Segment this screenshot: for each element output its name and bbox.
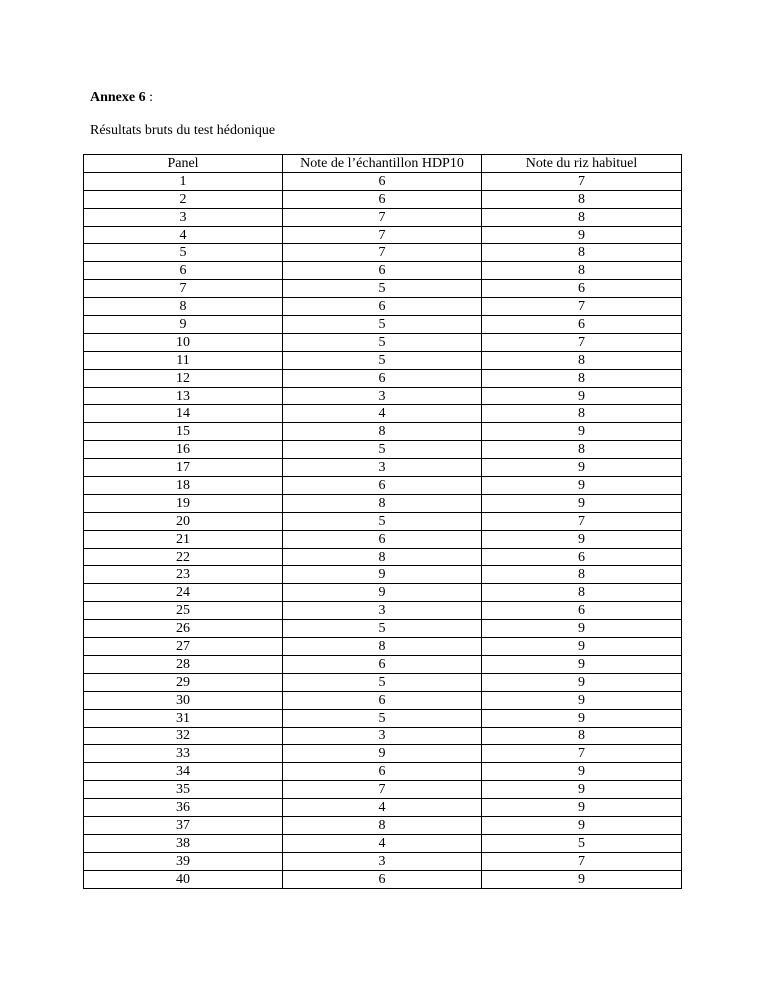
sample-score-cell: 3 bbox=[283, 852, 482, 870]
table-row bbox=[84, 584, 682, 602]
usual-rice-score-cell: 9 bbox=[482, 673, 682, 691]
sample-score-cell: 5 bbox=[283, 441, 482, 459]
panel-number-cell: 9 bbox=[84, 316, 283, 334]
usual-rice-score-cell: 9 bbox=[482, 691, 682, 709]
sample-score-cell: 8 bbox=[283, 548, 482, 566]
sample-score-cell: 5 bbox=[283, 512, 482, 530]
table-row bbox=[84, 262, 682, 280]
table-row bbox=[84, 405, 682, 423]
usual-rice-score-cell: 8 bbox=[482, 405, 682, 423]
table-row bbox=[84, 602, 682, 620]
sample-score-cell: 3 bbox=[283, 602, 482, 620]
table-row bbox=[84, 566, 682, 584]
usual-rice-score-cell: 8 bbox=[482, 351, 682, 369]
panel-number-cell: 20 bbox=[84, 512, 283, 530]
usual-rice-score-cell: 9 bbox=[482, 638, 682, 656]
table-row bbox=[84, 208, 682, 226]
usual-rice-score-cell: 5 bbox=[482, 834, 682, 852]
sample-score-cell: 8 bbox=[283, 494, 482, 512]
table-caption: Résultats bruts du test hédonique bbox=[90, 123, 276, 138]
table-row bbox=[84, 459, 682, 477]
usual-rice-score-cell: 9 bbox=[482, 816, 682, 834]
usual-rice-score-cell: 9 bbox=[482, 781, 682, 799]
sample-score-cell: 9 bbox=[283, 566, 482, 584]
panel-number-cell: 28 bbox=[84, 655, 283, 673]
usual-rice-score-cell: 9 bbox=[482, 530, 682, 548]
panel-number-cell: 29 bbox=[84, 673, 283, 691]
table-row bbox=[84, 190, 682, 208]
table-row bbox=[84, 369, 682, 387]
panel-number-cell: 40 bbox=[84, 870, 283, 888]
annex-label: Annexe 6 bbox=[90, 90, 146, 105]
sample-score-cell: 5 bbox=[283, 709, 482, 727]
panel-number-cell: 15 bbox=[84, 423, 283, 441]
panel-number-cell: 24 bbox=[84, 584, 283, 602]
usual-rice-score-cell: 9 bbox=[482, 477, 682, 495]
sample-score-cell: 7 bbox=[283, 226, 482, 244]
sample-score-cell: 9 bbox=[283, 584, 482, 602]
table-row bbox=[84, 834, 682, 852]
table-row bbox=[84, 172, 682, 190]
annex-heading bbox=[90, 90, 153, 106]
panel-number-cell: 5 bbox=[84, 244, 283, 262]
usual-rice-score-cell: 8 bbox=[482, 190, 682, 208]
sample-score-cell: 3 bbox=[283, 387, 482, 405]
table-row bbox=[84, 673, 682, 691]
usual-rice-score-cell: 7 bbox=[482, 512, 682, 530]
panel-number-cell: 6 bbox=[84, 262, 283, 280]
table-row bbox=[84, 548, 682, 566]
table-row bbox=[84, 655, 682, 673]
panel-number-cell: 21 bbox=[84, 530, 283, 548]
usual-rice-score-cell: 8 bbox=[482, 566, 682, 584]
panel-number-cell: 22 bbox=[84, 548, 283, 566]
panel-number-cell: 26 bbox=[84, 620, 283, 638]
sample-score-cell: 4 bbox=[283, 799, 482, 817]
sample-score-cell: 6 bbox=[283, 298, 482, 316]
table-row bbox=[84, 691, 682, 709]
table-row bbox=[84, 799, 682, 817]
usual-rice-score-cell: 8 bbox=[482, 369, 682, 387]
usual-rice-score-cell: 9 bbox=[482, 799, 682, 817]
usual-rice-score-cell: 9 bbox=[482, 494, 682, 512]
table-row bbox=[84, 441, 682, 459]
sample-score-cell: 6 bbox=[283, 691, 482, 709]
sample-score-cell: 6 bbox=[283, 530, 482, 548]
panel-number-cell: 32 bbox=[84, 727, 283, 745]
sample-score-cell: 6 bbox=[283, 190, 482, 208]
sample-score-cell: 5 bbox=[283, 333, 482, 351]
panel-number-cell: 2 bbox=[84, 190, 283, 208]
table-row bbox=[84, 280, 682, 298]
panel-number-cell: 3 bbox=[84, 208, 283, 226]
annex-label-suffix: : bbox=[145, 90, 154, 105]
sample-score-cell: 6 bbox=[283, 870, 482, 888]
usual-rice-score-cell: 9 bbox=[482, 655, 682, 673]
panel-number-cell: 31 bbox=[84, 709, 283, 727]
usual-rice-score-cell: 7 bbox=[482, 852, 682, 870]
usual-rice-score-cell: 8 bbox=[482, 727, 682, 745]
panel-number-cell: 39 bbox=[84, 852, 283, 870]
usual-rice-score-cell: 8 bbox=[482, 441, 682, 459]
panel-number-cell: 19 bbox=[84, 494, 283, 512]
sample-score-cell: 4 bbox=[283, 834, 482, 852]
table-row bbox=[84, 512, 682, 530]
panel-number-cell: 1 bbox=[84, 172, 283, 190]
table-row bbox=[84, 351, 682, 369]
usual-rice-score-cell: 9 bbox=[482, 870, 682, 888]
sample-score-cell: 5 bbox=[283, 351, 482, 369]
table-row bbox=[84, 298, 682, 316]
usual-rice-score-cell: 7 bbox=[482, 172, 682, 190]
panel-number-cell: 14 bbox=[84, 405, 283, 423]
panel-number-cell: 38 bbox=[84, 834, 283, 852]
table-row bbox=[84, 530, 682, 548]
usual-rice-score-cell: 7 bbox=[482, 333, 682, 351]
table-row bbox=[84, 727, 682, 745]
table-row bbox=[84, 316, 682, 334]
table-row bbox=[84, 781, 682, 799]
panel-number-cell: 23 bbox=[84, 566, 283, 584]
usual-rice-score-cell: 6 bbox=[482, 602, 682, 620]
table-row bbox=[84, 852, 682, 870]
table-row bbox=[84, 763, 682, 781]
table-row bbox=[84, 494, 682, 512]
results-table-body bbox=[84, 172, 682, 888]
table-row bbox=[84, 870, 682, 888]
column-header-sample-score: Note de l’échantillon HDP10 bbox=[283, 155, 482, 173]
panel-number-cell: 33 bbox=[84, 745, 283, 763]
sample-score-cell: 6 bbox=[283, 172, 482, 190]
table-row bbox=[84, 387, 682, 405]
usual-rice-score-cell: 8 bbox=[482, 584, 682, 602]
usual-rice-score-cell: 8 bbox=[482, 244, 682, 262]
sample-score-cell: 6 bbox=[283, 763, 482, 781]
table-row bbox=[84, 226, 682, 244]
usual-rice-score-cell: 8 bbox=[482, 262, 682, 280]
panel-number-cell: 17 bbox=[84, 459, 283, 477]
sample-score-cell: 8 bbox=[283, 638, 482, 656]
panel-number-cell: 7 bbox=[84, 280, 283, 298]
table-row bbox=[84, 816, 682, 834]
column-header-usual-rice-score: Note du riz habituel bbox=[482, 155, 682, 173]
table-row bbox=[84, 477, 682, 495]
sample-score-cell: 7 bbox=[283, 244, 482, 262]
panel-number-cell: 30 bbox=[84, 691, 283, 709]
panel-number-cell: 37 bbox=[84, 816, 283, 834]
sample-score-cell: 5 bbox=[283, 673, 482, 691]
panel-number-cell: 36 bbox=[84, 799, 283, 817]
panel-number-cell: 12 bbox=[84, 369, 283, 387]
usual-rice-score-cell: 6 bbox=[482, 316, 682, 334]
sample-score-cell: 3 bbox=[283, 459, 482, 477]
sample-score-cell: 6 bbox=[283, 477, 482, 495]
usual-rice-score-cell: 9 bbox=[482, 709, 682, 727]
panel-number-cell: 35 bbox=[84, 781, 283, 799]
panel-number-cell: 4 bbox=[84, 226, 283, 244]
usual-rice-score-cell: 6 bbox=[482, 548, 682, 566]
table-row bbox=[84, 333, 682, 351]
panel-number-cell: 10 bbox=[84, 333, 283, 351]
sample-score-cell: 7 bbox=[283, 781, 482, 799]
table-row bbox=[84, 745, 682, 763]
column-header-panel: Panel bbox=[84, 155, 283, 173]
panel-number-cell: 25 bbox=[84, 602, 283, 620]
results-table-header bbox=[84, 155, 682, 173]
table-row bbox=[84, 620, 682, 638]
usual-rice-score-cell: 6 bbox=[482, 280, 682, 298]
panel-number-cell: 16 bbox=[84, 441, 283, 459]
sample-score-cell: 3 bbox=[283, 727, 482, 745]
table-row bbox=[84, 244, 682, 262]
usual-rice-score-cell: 9 bbox=[482, 387, 682, 405]
table-row bbox=[84, 709, 682, 727]
sample-score-cell: 8 bbox=[283, 816, 482, 834]
sample-score-cell: 6 bbox=[283, 369, 482, 387]
usual-rice-score-cell: 8 bbox=[482, 208, 682, 226]
usual-rice-score-cell: 9 bbox=[482, 459, 682, 477]
usual-rice-score-cell: 9 bbox=[482, 763, 682, 781]
panel-number-cell: 34 bbox=[84, 763, 283, 781]
usual-rice-score-cell: 7 bbox=[482, 745, 682, 763]
panel-number-cell: 8 bbox=[84, 298, 283, 316]
sample-score-cell: 5 bbox=[283, 620, 482, 638]
sample-score-cell: 8 bbox=[283, 423, 482, 441]
sample-score-cell: 4 bbox=[283, 405, 482, 423]
panel-number-cell: 11 bbox=[84, 351, 283, 369]
panel-number-cell: 18 bbox=[84, 477, 283, 495]
usual-rice-score-cell: 7 bbox=[482, 298, 682, 316]
usual-rice-score-cell: 9 bbox=[482, 620, 682, 638]
sample-score-cell: 5 bbox=[283, 316, 482, 334]
sample-score-cell: 7 bbox=[283, 208, 482, 226]
table-row bbox=[84, 638, 682, 656]
usual-rice-score-cell: 9 bbox=[482, 423, 682, 441]
sample-score-cell: 6 bbox=[283, 262, 482, 280]
header-row bbox=[84, 155, 682, 173]
sample-score-cell: 5 bbox=[283, 280, 482, 298]
table-row bbox=[84, 423, 682, 441]
sample-score-cell: 9 bbox=[283, 745, 482, 763]
usual-rice-score-cell: 9 bbox=[482, 226, 682, 244]
results-table bbox=[83, 154, 682, 889]
panel-number-cell: 13 bbox=[84, 387, 283, 405]
panel-number-cell: 27 bbox=[84, 638, 283, 656]
sample-score-cell: 6 bbox=[283, 655, 482, 673]
